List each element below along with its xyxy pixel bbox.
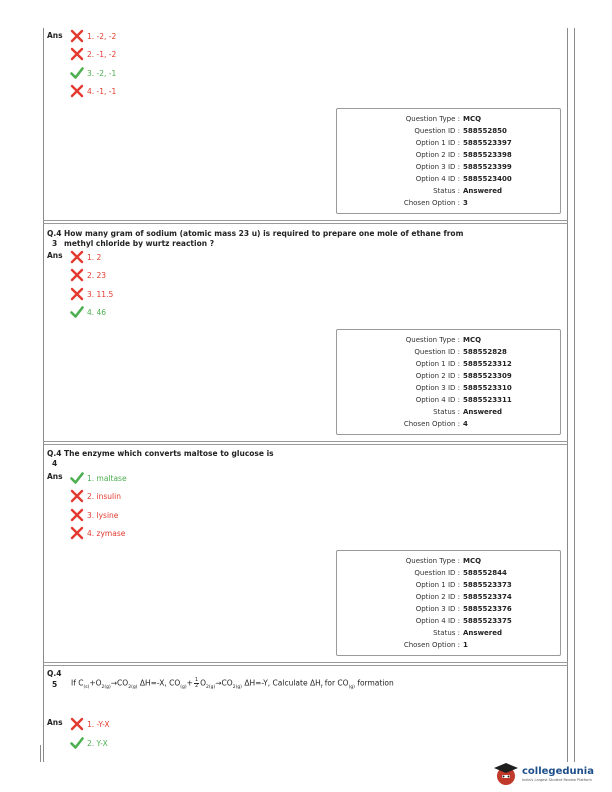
- cross-icon: [70, 29, 84, 43]
- right-border-outer: [574, 28, 575, 762]
- brand-name: collegedunia: [522, 766, 594, 777]
- question-text: How many gram of sodium (atomic mass 23 u) is required to prepare one mole of ethane from: [64, 229, 464, 238]
- option-4: 4. 46: [70, 305, 106, 319]
- question-info-box: Question Type : MCQ Question ID : 588552850 Option 1 ID : 5885523397 Option 2 ID : 5885523398 Option 3 ID : 5885523399 Option 4 ID : 5885523400 Status : Answered Chosen Option : 3: [336, 108, 561, 214]
- option-3: 3. 11.5: [70, 287, 113, 301]
- question-info-box: Question Type : MCQ Question ID : 588552844 Option 1 ID : 5885523373 Option 2 ID : 5885523374 Option 3 ID : 5885523376 Option 4 ID : 5885523375 Status : Answered Chosen Option : 1: [336, 550, 561, 656]
- option-4: 4. zymase: [70, 526, 125, 540]
- fraction-half: $\frac{1}{2}$: [194, 677, 199, 689]
- option-2: 2. insulin: [70, 489, 121, 503]
- question-number: Q.4: [47, 449, 62, 458]
- cross-icon: [70, 717, 84, 731]
- option-1: 1. 2: [70, 250, 101, 264]
- brand-tagline: India's Largest Student Review Platform: [522, 778, 592, 782]
- check-icon: [70, 66, 84, 80]
- question-number: Q.4: [47, 669, 62, 678]
- question-number-suffix: 3: [52, 239, 58, 248]
- graduate-avatar-icon: [493, 762, 519, 786]
- cross-icon: [70, 250, 84, 264]
- cross-icon: [70, 489, 84, 503]
- ans-label: Ans: [47, 718, 63, 727]
- option-2: 2. 23: [70, 268, 106, 282]
- question-number-suffix: 5: [52, 680, 58, 689]
- right-border-inner: [567, 28, 568, 762]
- cross-icon: [70, 287, 84, 301]
- section-divider: [43, 662, 568, 666]
- option-1: 1. -2, -2: [70, 29, 116, 43]
- question-text: The enzyme which converts maltose to glucose is: [64, 449, 274, 458]
- check-icon: [70, 736, 84, 750]
- option-2: 2. -1, -2: [70, 47, 116, 61]
- check-icon: [70, 305, 84, 319]
- option-4: 4. -1, -1: [70, 84, 116, 98]
- brand-logo: [493, 762, 594, 786]
- section-divider: [43, 441, 568, 445]
- left-border: [43, 28, 44, 762]
- option-2: 2. Y-X: [70, 736, 108, 750]
- section-divider: [43, 220, 568, 224]
- question-info-box: Question Type : MCQ Question ID : 588552828 Option 1 ID : 5885523312 Option 2 ID : 5885523309 Option 3 ID : 5885523310 Option 4 ID : 5885523311 Status : Answered Chosen Option : 4: [336, 329, 561, 435]
- option-1: 1. -Y-X: [70, 717, 110, 731]
- ans-label: Ans: [47, 472, 63, 481]
- question-number-suffix: 4: [52, 459, 58, 468]
- cross-icon: [70, 47, 84, 61]
- option-3: 3. lysine: [70, 508, 118, 522]
- question-number: Q.4: [47, 229, 62, 238]
- left-border-bottom: [40, 745, 41, 762]
- cross-icon: [70, 508, 84, 522]
- ans-label: Ans: [47, 31, 63, 40]
- cross-icon: [70, 268, 84, 282]
- cross-icon: [70, 84, 84, 98]
- cross-icon: [70, 526, 84, 540]
- option-3: 3. -2, -1: [70, 66, 116, 80]
- question-text-line2: methyl chloride by wurtz reaction ?: [64, 239, 215, 248]
- option-1: 1. maltase: [70, 471, 127, 485]
- check-icon: [70, 471, 84, 485]
- ans-label: Ans: [47, 251, 63, 260]
- question-formula: If $C_{(s)}+O_{2(g)}\to CO_{2(g)}$ ΔH=-X, $CO_{(g)}+$ $\frac{1}{2}$ $O_{2(g)}\to CO_{2(g)}$ ΔH=-Y, Calculate $\Delta H_f$ for $CO_{(g)}$ formation: [71, 677, 394, 690]
